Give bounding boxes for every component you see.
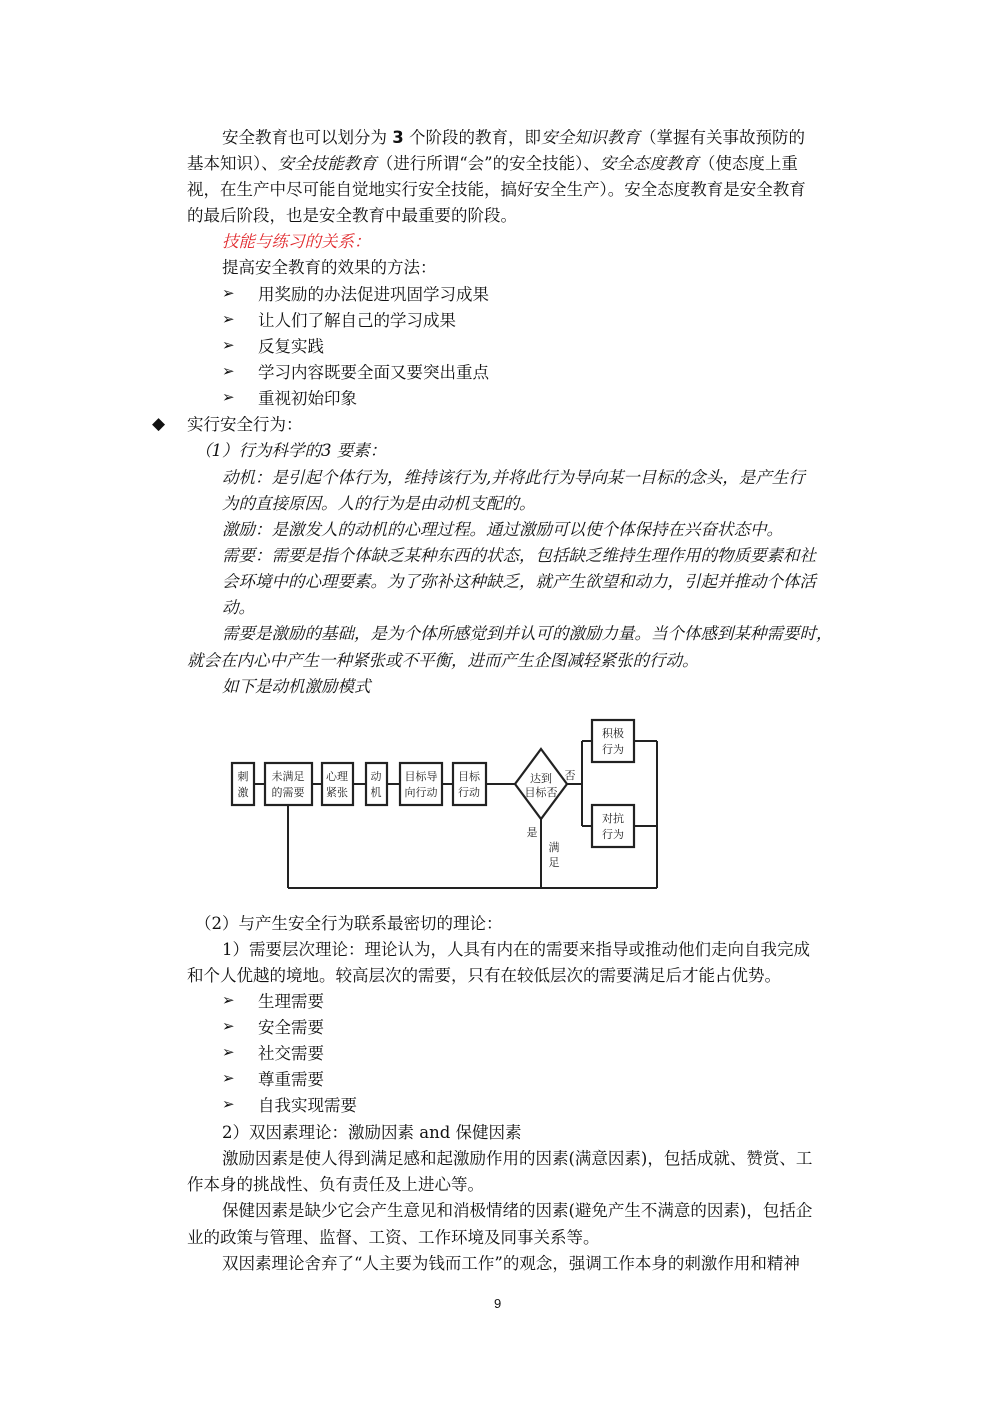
subsection-title: （2）与产生安全行为联系最密切的理论： bbox=[195, 914, 503, 933]
list-item: 安全需要 bbox=[258, 1018, 324, 1037]
arrow-bullet-icon: ➢ bbox=[222, 1095, 235, 1113]
label: 机 bbox=[370, 786, 382, 799]
text-line: 的最后阶段，也是安全教育中最重要的阶段。 bbox=[187, 206, 517, 225]
list-item: 尊重需要 bbox=[258, 1070, 324, 1089]
text-line: 作本身的挑战性、负有责任及上进心等。 bbox=[187, 1175, 484, 1194]
motivation-diagram bbox=[200, 705, 680, 905]
text-line: 会环境中的心理要素。为了弥补这种缺乏，就产生欲望和动力，引起并推动个体活 bbox=[222, 572, 816, 591]
text: 3 bbox=[392, 128, 404, 147]
text: 个阶段的教育，即 bbox=[403, 128, 541, 147]
methods-title: 提高安全教育的效果的方法： bbox=[222, 258, 437, 277]
label: 未满足 bbox=[271, 770, 305, 783]
text: （使态度上重 bbox=[698, 154, 798, 173]
diamond-bullet-icon: ◆ bbox=[152, 414, 166, 434]
label: 刺 bbox=[237, 770, 249, 783]
label: 积极 bbox=[602, 727, 624, 740]
section-title: 实行安全行为： bbox=[187, 415, 303, 434]
text: 安全技能教育 bbox=[277, 154, 377, 173]
text: 安全态度教育 bbox=[599, 154, 699, 173]
text: （进行所谓“会”的安全技能）、 bbox=[376, 154, 600, 173]
arrow-bullet-icon: ➢ bbox=[222, 310, 235, 328]
text-line: 为的直接原因。人的行为是由动机支配的。 bbox=[222, 494, 536, 513]
text-line: 需要是激励的基础，是为个体所感觉到并认可的激励力量。当个体感到某种需要时， bbox=[222, 624, 833, 643]
text: 基本知识）、 bbox=[187, 154, 278, 173]
text-line: 视，在生产中尽可能自觉地实行安全技能，搞好安全生产）。安全态度教育是安全教育 bbox=[187, 180, 806, 199]
label: 动 bbox=[370, 770, 382, 783]
arrow-bullet-icon: ➢ bbox=[222, 284, 235, 302]
text: （1）行为科学的3 要素： bbox=[195, 441, 387, 460]
text-line: 和个人优越的境地。较高层次的需要，只有在较低层次的需要满足后才能占优势。 bbox=[187, 966, 781, 985]
text-line: 动。 bbox=[222, 598, 255, 617]
list-item: 生理需要 bbox=[258, 992, 324, 1011]
arrow-bullet-icon: ➢ bbox=[222, 1069, 235, 1087]
label: 足 bbox=[548, 856, 560, 869]
label: 目标否 bbox=[524, 786, 558, 799]
red-heading: 技能与练习的关系： bbox=[222, 232, 371, 251]
arrow-bullet-icon: ➢ bbox=[222, 1017, 235, 1035]
list-item: 社交需要 bbox=[258, 1044, 324, 1063]
label: 达到 bbox=[530, 772, 552, 785]
arrow-bullet-icon: ➢ bbox=[222, 991, 235, 1009]
label: 满 bbox=[548, 841, 560, 854]
text: （掌握有关事故预防的 bbox=[639, 128, 805, 147]
list-item: 用奖励的办法促进巩固学习成果 bbox=[258, 285, 489, 304]
label-no: 否 bbox=[564, 769, 576, 782]
list-item: 让人们了解自己的学习成果 bbox=[258, 311, 456, 330]
text: 安全知识教育 bbox=[540, 128, 640, 147]
page-number: 9 bbox=[494, 1296, 502, 1311]
text-line: 激励：是激发人的动机的心理过程。通过激励可以使个体保持在兴奋状态中。 bbox=[222, 520, 783, 539]
two-factor-title: 2）双因素理论：激励因素 and 保健因素 bbox=[222, 1123, 522, 1142]
text-line: 激励因素是使人得到满足感和起激励作用的因素(满意因素)，包括成就、赞赏、工 bbox=[222, 1149, 813, 1168]
list-item: 学习内容既要全面又要突出重点 bbox=[258, 363, 489, 382]
text-line: 动机：是引起个体行为，维持该行为,并将此行为导向某一目标的念头，是产生行 bbox=[222, 468, 805, 487]
text-line: 如下是动机激励模式 bbox=[222, 677, 371, 696]
text-line: 双因素理论舍弃了“人主要为钱而工作”的观念，强调工作本身的刺激作用和精神 bbox=[222, 1254, 800, 1273]
text: 安全教育也可以划分为 bbox=[222, 128, 393, 147]
list-item: 反复实践 bbox=[258, 337, 324, 356]
label: 目标导 bbox=[404, 770, 438, 783]
arrow-bullet-icon: ➢ bbox=[222, 1043, 235, 1061]
label: 激 bbox=[237, 786, 249, 799]
label: 对抗 bbox=[602, 812, 624, 825]
label: 向行动 bbox=[404, 786, 438, 799]
text-line: 保健因素是缺少它会产生意见和消极情绪的因素(避免产生不满意的因素)，包括企 bbox=[222, 1201, 813, 1220]
label: 的需要 bbox=[271, 786, 305, 799]
text-line: 就会在内心中产生一种紧张或不平衡，进而产生企图减轻紧张的行动。 bbox=[187, 651, 699, 670]
arrow-bullet-icon: ➢ bbox=[222, 336, 235, 354]
text-line: 需要：需要是指个体缺乏某种东西的状态，包括缺乏维持生理作用的物质要素和社 bbox=[222, 546, 816, 565]
label: 行动 bbox=[458, 786, 480, 799]
arrow-bullet-icon: ➢ bbox=[222, 362, 235, 380]
label: 紧张 bbox=[326, 786, 348, 799]
arrow-bullet-icon: ➢ bbox=[222, 388, 235, 406]
text-line: 1）需要层次理论：理论认为，人具有内在的需要来指导或推动他们走向自我完成 bbox=[222, 940, 810, 959]
text-line: 业的政策与管理、监督、工资、工作环境及同事关系等。 bbox=[187, 1228, 600, 1247]
label: 行为 bbox=[602, 828, 624, 841]
label: 目标 bbox=[458, 770, 480, 783]
subsection-title bbox=[195, 438, 386, 464]
label: 心理 bbox=[326, 770, 348, 783]
list-item: 重视初始印象 bbox=[258, 389, 357, 408]
list-item: 自我实现需要 bbox=[258, 1096, 357, 1115]
label-yes: 是 bbox=[526, 826, 538, 839]
label: 行为 bbox=[602, 743, 624, 756]
